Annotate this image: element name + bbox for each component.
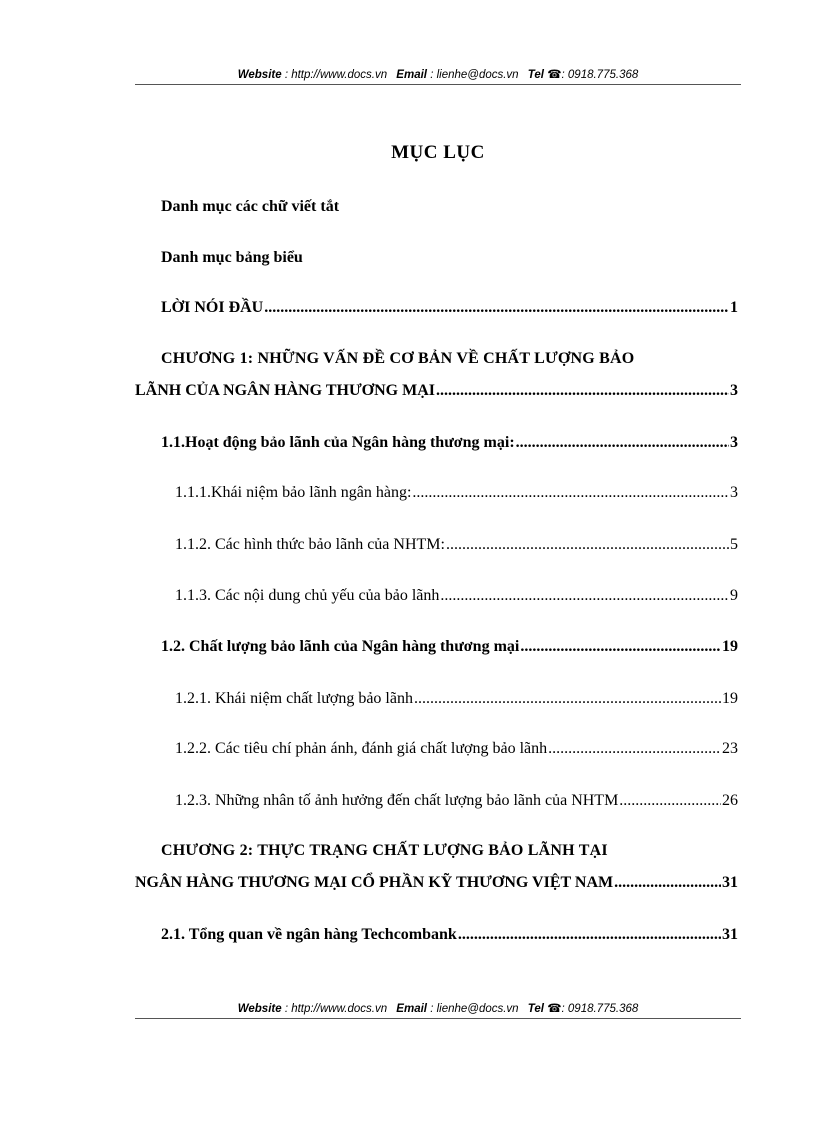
toc-label: 1.2.1. Khái niệm chất lượng bảo lãnh [175, 690, 413, 707]
toc-page: 31 [722, 926, 738, 943]
email-value: : lienhe@docs.vn [430, 1003, 519, 1015]
toc-entry-1-1-3 [175, 587, 738, 605]
website-value: : http://www.docs.vn [284, 1003, 388, 1015]
toc-page: 1 [730, 299, 738, 316]
toc-entry-1-1-1 [175, 484, 738, 502]
toc-number: 1.1.1. [175, 484, 211, 501]
toc-leader [619, 792, 721, 810]
toc-page: 19 [722, 690, 738, 707]
toc-entry-1-2 [161, 638, 738, 656]
phone-icon: ☎ [547, 69, 562, 81]
toc-entry-chapter1 [135, 382, 738, 400]
toc-leader [414, 690, 721, 708]
page-header [135, 67, 741, 81]
footer-rule [135, 1018, 741, 1019]
website-value: : http://www.docs.vn [284, 69, 388, 81]
toc-entry-chapter2 [135, 874, 738, 892]
toc-label: LÃNH CỦA NGÂN HÀNG THƯƠNG MẠI [135, 382, 436, 399]
toc-label: 1.2. Chất lượng bảo lãnh của Ngân hàng thương mại [161, 638, 520, 655]
toc-abbreviations: Danh mục các chữ viết tắt [161, 198, 340, 215]
page-title: MỤC LỤC [391, 142, 485, 163]
toc-page: 19 [722, 638, 738, 655]
website-label: Website [237, 69, 282, 81]
email-value: : lienhe@docs.vn [430, 69, 519, 81]
tel-value: : 0918.775.368 [561, 1003, 639, 1015]
toc-page: 9 [730, 587, 738, 604]
website-label: Website [237, 1003, 282, 1015]
toc-leader [614, 874, 721, 892]
toc-leader [520, 638, 721, 656]
toc-tables: Danh mục bảng biểu [161, 249, 303, 266]
toc-leader [412, 484, 729, 502]
toc-label: 1.2.3. Những nhân tố ảnh hưởng đến chất lượng bảo lãnh của NHTM [175, 792, 619, 809]
email-label: Email [396, 69, 427, 81]
toc-chapter2-line1: CHƯƠNG 2: THỰC TRẠNG CHẤT LƯỢNG BẢO LÃNH TẠI [161, 842, 608, 859]
toc-label: 1.2.2. Các tiêu chí phản ánh, đánh giá chất lượng bảo lãnh [175, 740, 548, 757]
toc-leader [446, 536, 729, 554]
toc-page: 3 [730, 434, 738, 451]
email-label: Email [396, 1003, 427, 1015]
toc-page: 3 [730, 484, 738, 501]
tel-label: Tel [527, 69, 544, 81]
toc-page: 31 [722, 874, 738, 891]
toc-label: LỜI NÓI ĐẦU [161, 299, 264, 316]
toc-leader [264, 299, 729, 317]
page-footer [135, 1001, 741, 1015]
toc-entry-1-2-2 [175, 740, 738, 758]
toc-number: 1.1. [161, 434, 185, 451]
toc-leader [436, 382, 729, 400]
toc-page: 5 [730, 536, 738, 553]
toc-entry-1-1 [161, 434, 738, 452]
toc-page: 3 [730, 382, 738, 399]
toc-leader [516, 434, 729, 452]
toc-leader [440, 587, 729, 605]
toc-label: Hoạt động bảo lãnh của Ngân hàng thương mại: [185, 434, 515, 451]
toc-label: 2.1. Tổng quan về ngân hàng Techcombank [161, 926, 457, 943]
toc-entry-1-2-1 [175, 690, 738, 708]
tel-label: Tel [527, 1003, 544, 1015]
toc-entry-1-2-3 [175, 792, 738, 810]
toc-entry-2-1 [161, 926, 738, 944]
toc-label: Khái niệm bảo lãnh ngân hàng: [211, 484, 412, 501]
toc-page: 23 [722, 740, 738, 757]
toc-leader [548, 740, 721, 758]
toc-label: 1.1.3. Các nội dung chủ yếu của bảo lãnh [175, 587, 440, 604]
toc-chapter1-line1: CHƯƠNG 1: NHỮNG VẤN ĐỀ CƠ BẢN VỀ CHẤT LƯỢNG BẢO [161, 350, 635, 367]
phone-icon: ☎ [547, 1003, 562, 1015]
toc-leader [458, 926, 721, 944]
toc-entry-1-1-2 [175, 536, 738, 554]
toc-label: 1.1.2. Các hình thức bảo lãnh của NHTM: [175, 536, 445, 553]
tel-value: : 0918.775.368 [561, 69, 639, 81]
toc-label: NGÂN HÀNG THƯƠNG MẠI CỔ PHẦN KỸ THƯƠNG VIỆT NAM [135, 874, 614, 891]
toc-entry-foreword [161, 299, 738, 317]
toc-page: 26 [722, 792, 738, 809]
header-rule [135, 84, 741, 85]
